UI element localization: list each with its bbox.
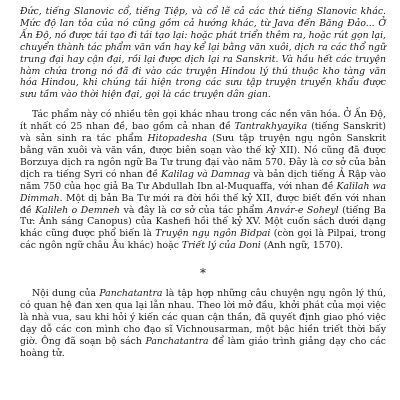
intro-paragraph [20, 6, 386, 101]
text-run: và bản dịch tiếng Ả Rập vào năm 750 của học giả Ba Tư Abdullah Ibn al-Muquaffa, với nhan đề [20, 168, 386, 192]
text-run: Tác phẩm này có nhiều tên gọi khác nhau trong các nền văn hóa. Ở Ấn Độ, ít nhất có 25 nhan đề, bao gồm cả nhan đề [20, 109, 386, 133]
text-run: (Sưu tập truyện ngụ ngôn Sanskrit bằng văn xuôi và văn vần, được biên soạn vào thế kỷ XII). Nó cũng đã được Borzuya dịch ra ngôn ngữ Ba Tư trung đại vào năm 570. Đây là cơ sở của bản dịch ra tiếng Syri có nhan đề [20, 133, 386, 180]
text-run: (tiếng Ba Tư: Ánh sáng Canopus) của Kashefi hồi thế kỷ XV. Một cuốn sách dưới dạng khác cũng được phổ biến là [20, 204, 386, 240]
book-title: Truyện ngụ ngôn Bidpai [155, 228, 271, 240]
book-title: Hitopadesha [147, 133, 208, 145]
intro-text: Đức, tiếng Slanovic cổ, tiếng Tiệp, và cổ lẽ cả các thứ tiếng Slanovic khác. Mức độ lan tỏa của nó cũng gồm cả hướng khác, từ Java đến Băng Đảo... Ở Ấn Độ, nó được tái tạo đi tái tạo lại: hoặc phát triển thêm ra, hoặc rút gọn lại, chuyển thành tác phẩm văn vần hay kể lại bằng văn xuôi, dịch ra các thổ ngữ trung đại hay cận đại, rồi lại được dịch lại ra Sanskrit. Và hầu hết các truyện hàm chứa trong nó đã đi vào các truyện Hindou lý thú thuộc kho tàng văn hóa Hindou, khi chúng tái hiện trong các sưu tập truyện truyền khẩu được sưu tầm vào thời hiện đại, gọi là các truyện dân gian. [20, 6, 386, 101]
section-separator: * [200, 266, 206, 281]
book-title: Kalileh o Demneh [35, 204, 121, 216]
text-run: (Anh ngữ, 1570). [260, 240, 344, 252]
text-run: và đây là cơ sở của tác phẩm [120, 204, 267, 216]
book-title: Kalilah wa Dimmah [20, 180, 386, 204]
book-title: Panchatantra [99, 288, 163, 300]
text-run: để làm giáo trình giảng dạy cho các hoàng tử. [20, 335, 387, 359]
text-run: (còn gọi là Pilpai, trong các ngôn ngữ châu Âu khác) hoặc [20, 228, 386, 252]
book-title: Panchatantra [145, 335, 209, 347]
book-title: Triết lý của Doni [181, 240, 261, 252]
text-run: (tiếng Sanskrit) và sản sinh ra tác phẩm [20, 121, 386, 145]
book-title: Anvár-e Soheyl [266, 204, 339, 216]
text-run: là tập hợp những câu chuyện ngụ ngôn lý thú, có quan hệ đan xen qua lại lẫn nhau. Theo lời mở đầu, khởi phát của mọi việc là nhà vua, sau khi hỏi ý kiến các quan cận thần, đã quyết định giao phó việc dạy dỗ các con mình cho đạo sĩ Vichnousarman, một bậc hiền triết thời bấy giờ. Ông đã soạn bộ sách [20, 288, 387, 347]
text-run: Nội dung của [32, 288, 100, 300]
titles-paragraph [20, 109, 386, 252]
book-title: Kalilag và Damnag [161, 168, 251, 180]
text-run: . Một dị bản Ba Tư mới ra đời hồi thế kỷ XII, được biết đến với nhan đề [20, 192, 386, 216]
book-title: Tantrakhyayika [234, 121, 308, 133]
content-paragraph [20, 288, 386, 359]
